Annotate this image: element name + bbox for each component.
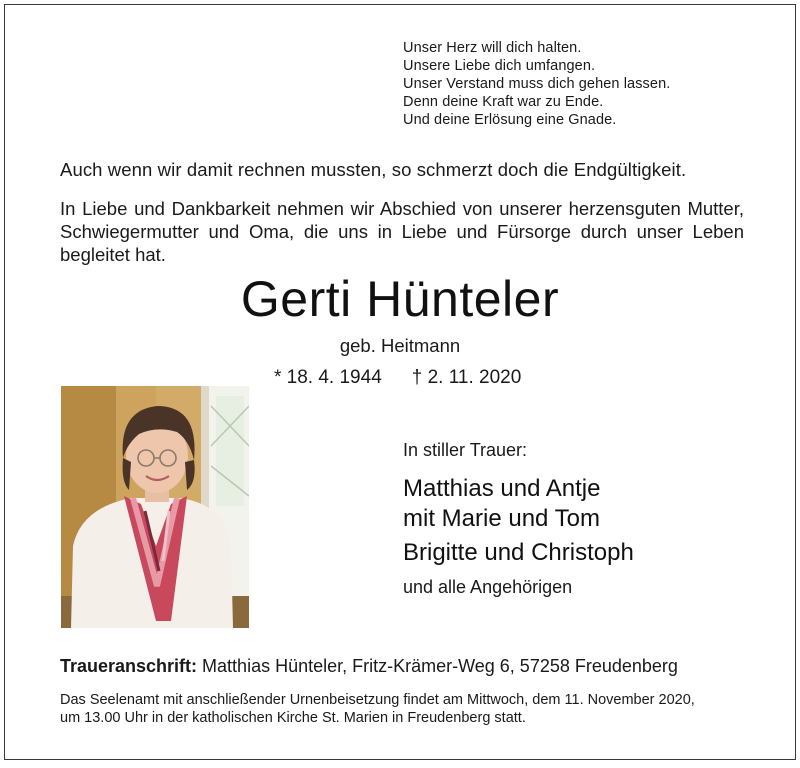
address-label: Traueranschrift: xyxy=(60,656,198,676)
service-line: Das Seelenamt mit anschließender Urnenbeisetzung findet am Mittwoch, dem 11. November 2020, xyxy=(60,692,695,708)
poem-line: Unser Verstand muss dich gehen lassen. xyxy=(403,76,671,92)
poem-line: Unser Herz will dich halten. xyxy=(403,40,582,56)
poem-line: Unsere Liebe dich umfangen. xyxy=(403,58,596,74)
death-date: † 2. 11. 2020 xyxy=(411,367,522,388)
portrait-photo xyxy=(61,386,249,628)
intro-sentence: Auch wenn wir damit rechnen mussten, so schmerzt doch die Endgültigkeit. xyxy=(60,159,687,180)
birth-name: geb. Heitmann xyxy=(339,335,461,356)
mourning-address xyxy=(60,656,678,677)
poem xyxy=(403,39,670,129)
address-value: Matthias Hünteler, Fritz-Krämer-Weg 6, 57258 Freudenberg xyxy=(197,656,678,676)
deceased-name: Gerti Hünteler xyxy=(240,271,560,327)
birth-date: * 18. 4. 1944 xyxy=(274,367,382,388)
mourning-intro: In stiller Trauer: xyxy=(403,440,528,460)
service-line: um 13.00 Uhr in der katholischen Kirche St. Marien in Freudenberg statt. xyxy=(60,710,526,726)
mourner-line: Matthias und Antje xyxy=(403,475,601,502)
relatives-line: und alle Angehörigen xyxy=(403,577,573,597)
life-dates xyxy=(274,367,521,389)
service-notice xyxy=(60,691,695,727)
poem-line: Und deine Erlösung eine Gnade. xyxy=(403,112,617,128)
mourner-line: mit Marie und Tom xyxy=(403,505,600,532)
farewell-paragraph: In Liebe und Dankbarkeit nehmen wir Abschied von unserer herzensguten Mutter, Schwiegermutter und Oma, die uns in Liebe und Fürsorge durch unser Leben begleitet hat. xyxy=(60,198,744,265)
obituary-card xyxy=(4,4,796,760)
poem-line: Denn deine Kraft war zu Ende. xyxy=(403,94,604,110)
mourner-line: Brigitte und Christoph xyxy=(403,539,634,566)
